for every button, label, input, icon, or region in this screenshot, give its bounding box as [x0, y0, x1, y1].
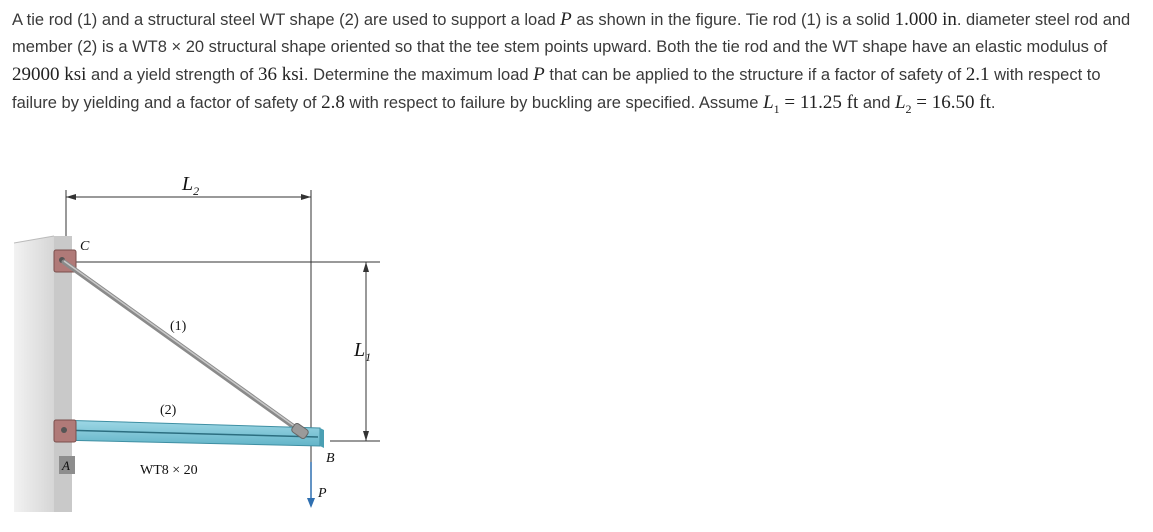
point-A-label: A: [62, 458, 70, 473]
member-1-label: (1): [170, 319, 187, 334]
structure-diagram: [0, 160, 420, 527]
section-label: WT8 × 20: [140, 463, 198, 478]
pin-A: [61, 427, 67, 433]
load-P-arrowhead: [307, 498, 315, 508]
L1-arrowhead-bottom: [363, 431, 369, 441]
tie-rod-1: [64, 262, 304, 434]
load-symbol: P: [533, 64, 545, 85]
load-P-label: P: [318, 486, 327, 501]
L2-letter: L: [894, 92, 906, 113]
text-part: and: [858, 94, 895, 112]
member-2-label: (2): [160, 403, 177, 418]
L1-arrowhead-top: [363, 262, 369, 272]
L2-subscript: 2: [905, 101, 912, 116]
text-part: . Determine the maximum load: [303, 66, 534, 84]
wall: [14, 236, 54, 512]
rod-diameter: 1.000 in: [894, 9, 957, 30]
load-symbol: P: [560, 9, 572, 30]
L2-arrowhead-right: [301, 194, 311, 200]
text-part: as shown in the figure. Tie rod (1) is a solid: [571, 11, 895, 29]
L2-symbol: [894, 92, 912, 116]
factor-of-safety-yield: 2.1: [965, 64, 990, 85]
L1-symbol: [763, 92, 780, 116]
wt-beam-end: [320, 428, 324, 448]
elastic-modulus: 29000 ksi: [12, 64, 87, 85]
L2-value: = 16.50 ft: [911, 92, 991, 113]
L1-subscript: 1: [773, 101, 780, 116]
text-part: . diameter steel rod and member (2) is a WT8 × 20 structural shape oriented so that the tee stem points upward. Both the tie rod and the WT shape have an elastic modulus of: [12, 11, 1131, 56]
text-part: .: [990, 94, 996, 112]
L1-label: $L_1$: [354, 339, 372, 364]
problem-statement: [12, 6, 1147, 123]
text-part: A tie rod (1) and a structural steel WT shape (2) are used to support a load: [12, 11, 561, 29]
point-B-label: B: [326, 451, 335, 466]
L1-letter: L: [763, 92, 774, 113]
L2-arrowhead-left: [66, 194, 76, 200]
tie-rod-1-highlight: [64, 261, 304, 433]
point-C-label: C: [80, 239, 90, 254]
text-part: with respect to failure by yielding and a factor of safety of: [12, 66, 1101, 112]
L2-label: $L_2$: [182, 173, 200, 198]
L1-value: = 11.25 ft: [779, 92, 859, 113]
structure-figure: [0, 160, 420, 527]
factor-of-safety-buckling: 2.8: [321, 92, 345, 113]
text-part: that can be applied to the structure if a factor of safety of: [544, 66, 966, 84]
text-part: and a yield strength of: [86, 66, 258, 84]
text-part: with respect to failure by buckling are specified. Assume: [344, 94, 764, 112]
yield-strength: 36 ksi: [257, 64, 304, 85]
